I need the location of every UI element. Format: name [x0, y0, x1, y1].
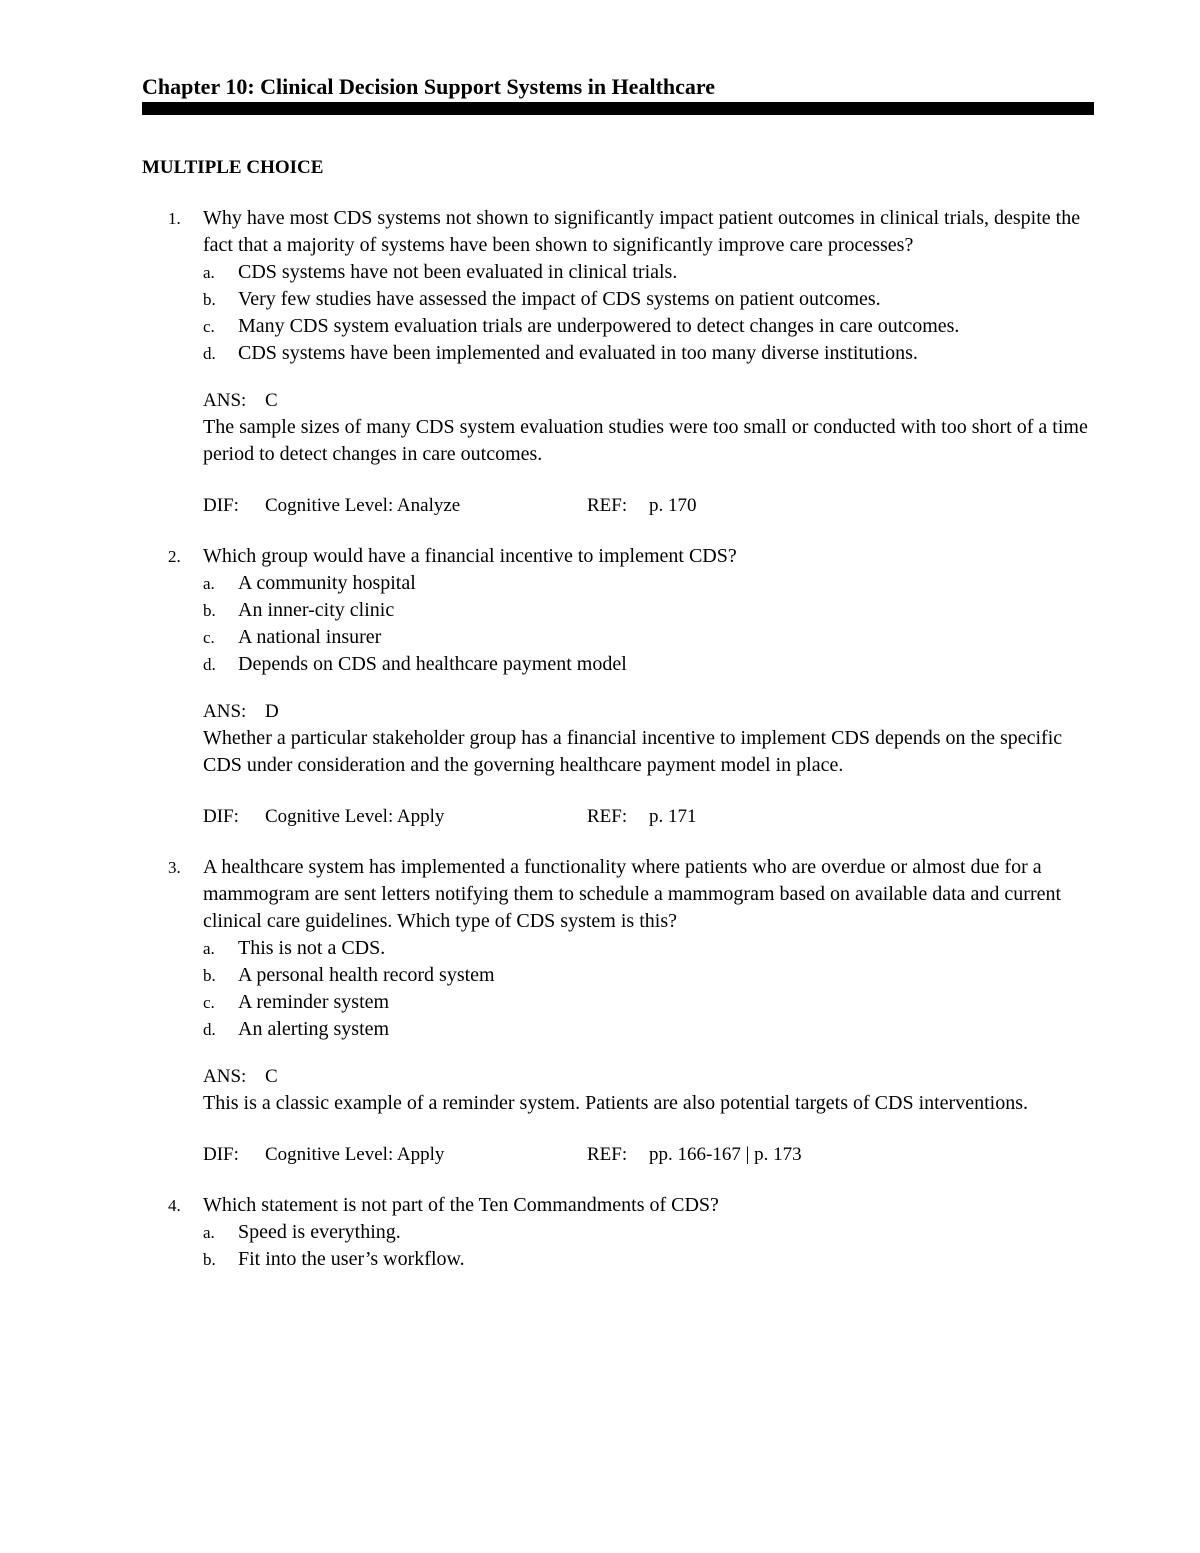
document-page	[142, 72, 1094, 1297]
section-heading: MULTIPLE CHOICE	[142, 157, 324, 178]
option-list	[203, 259, 1094, 367]
option-d	[203, 1016, 1094, 1043]
option-text: This is not a CDS.	[238, 937, 386, 959]
ref-value: p. 170	[649, 495, 697, 516]
option-d	[203, 651, 1094, 678]
option-letter: c.	[203, 317, 215, 336]
option-text: Speed is everything.	[238, 1221, 401, 1243]
option-text: A national insurer	[238, 626, 382, 648]
chapter-title: Chapter 10: Clinical Decision Support Systems in Healthcare	[142, 74, 716, 99]
option-text: A reminder system	[238, 991, 390, 1013]
option-text: Depends on CDS and healthcare payment model	[238, 653, 627, 675]
option-letter: d.	[203, 655, 216, 674]
ref-value: p. 171	[649, 806, 697, 827]
ref-label: REF:	[587, 495, 628, 516]
option-letter: b.	[203, 1250, 216, 1269]
question-3	[142, 854, 1094, 1168]
option-text: An alerting system	[238, 1018, 390, 1040]
question-number: 4.	[168, 1196, 181, 1215]
option-letter: b.	[203, 966, 216, 985]
dif-value: Cognitive Level: Analyze	[265, 495, 461, 516]
dif-value: Cognitive Level: Apply	[265, 806, 445, 827]
option-letter: b.	[203, 290, 216, 309]
rationale: Whether a particular stakeholder group has a financial incentive to implement CDS depends on the specific CDS under consideration and the governing healthcare payment model in place.	[203, 727, 1063, 776]
option-letter: a.	[203, 574, 215, 593]
answer-label: ANS:	[203, 1066, 247, 1087]
option-a	[203, 259, 1094, 286]
option-list	[203, 570, 1094, 678]
option-b	[203, 1246, 1094, 1273]
option-text: Many CDS system evaluation trials are underpowered to detect changes in care outcomes.	[238, 315, 960, 337]
question-stem: Which statement is not part of the Ten Commandments of CDS?	[203, 1194, 719, 1216]
question-1	[142, 205, 1094, 519]
answer-block	[203, 387, 1094, 468]
answer-label: ANS:	[203, 390, 247, 411]
option-letter: d.	[203, 344, 216, 363]
answer-label: ANS:	[203, 701, 247, 722]
meta-line	[203, 1141, 1094, 1168]
answer-block	[203, 698, 1094, 779]
option-b	[203, 286, 1094, 313]
meta-line	[203, 803, 1094, 830]
option-letter: d.	[203, 1020, 216, 1039]
answer-value: C	[265, 390, 278, 411]
option-a	[203, 1219, 1094, 1246]
option-text: CDS systems have not been evaluated in clinical trials.	[238, 261, 678, 283]
ref-value: pp. 166-167 | p. 173	[649, 1144, 802, 1165]
answer-block	[203, 1063, 1094, 1117]
option-a	[203, 570, 1094, 597]
question-stem: Why have most CDS systems not shown to significantly impact patient outcomes in clinical trials, despite the fact that a majority of systems have been shown to significantly improve care processes?	[203, 207, 1081, 256]
ref-label: REF:	[587, 806, 628, 827]
rationale: This is a classic example of a reminder system. Patients are also potential targets of CDS interventions.	[203, 1092, 1028, 1114]
question-2	[142, 543, 1094, 830]
option-c	[203, 989, 1094, 1016]
option-letter: a.	[203, 939, 215, 958]
option-b	[203, 962, 1094, 989]
option-text: CDS systems have been implemented and evaluated in too many diverse institutions.	[238, 342, 918, 364]
dif-label: DIF:	[203, 495, 239, 516]
option-text: An inner-city clinic	[238, 599, 395, 621]
option-d	[203, 340, 1094, 367]
option-c	[203, 624, 1094, 651]
question-number: 2.	[168, 547, 181, 566]
option-text: Very few studies have assessed the impact of CDS systems on patient outcomes.	[238, 288, 881, 310]
ref-label: REF:	[587, 1144, 628, 1165]
option-list	[203, 1219, 1094, 1273]
title-rule	[142, 102, 1094, 115]
dif-value: Cognitive Level: Apply	[265, 1144, 445, 1165]
dif-label: DIF:	[203, 1144, 239, 1165]
question-number: 1.	[168, 209, 181, 228]
option-letter: a.	[203, 263, 215, 282]
option-letter: c.	[203, 628, 215, 647]
answer-value: C	[265, 1066, 278, 1087]
option-letter: a.	[203, 1223, 215, 1242]
answer-line	[203, 387, 1094, 414]
option-letter: b.	[203, 601, 216, 620]
question-4	[142, 1192, 1094, 1273]
option-c	[203, 313, 1094, 340]
rationale: The sample sizes of many CDS system evaluation studies were too small or conducted with too short of a time period to detect changes in care outcomes.	[203, 416, 1088, 465]
option-b	[203, 597, 1094, 624]
answer-value: D	[265, 701, 279, 722]
question-stem: A healthcare system has implemented a functionality where patients who are overdue or almost due for a mammogram are sent letters notifying them to schedule a mammogram based on available data and current clinical care guidelines. Which type of CDS system is this?	[203, 856, 1062, 932]
option-text: Fit into the user’s workflow.	[238, 1248, 465, 1270]
question-stem: Which group would have a financial incentive to implement CDS?	[203, 545, 737, 567]
option-a	[203, 935, 1094, 962]
meta-line	[203, 492, 1094, 519]
option-letter: c.	[203, 993, 215, 1012]
option-text: A personal health record system	[238, 964, 495, 986]
dif-label: DIF:	[203, 806, 239, 827]
answer-line	[203, 698, 1094, 725]
option-text: A community hospital	[238, 572, 416, 594]
question-number: 3.	[168, 858, 181, 877]
answer-line	[203, 1063, 1094, 1090]
option-list	[203, 935, 1094, 1043]
